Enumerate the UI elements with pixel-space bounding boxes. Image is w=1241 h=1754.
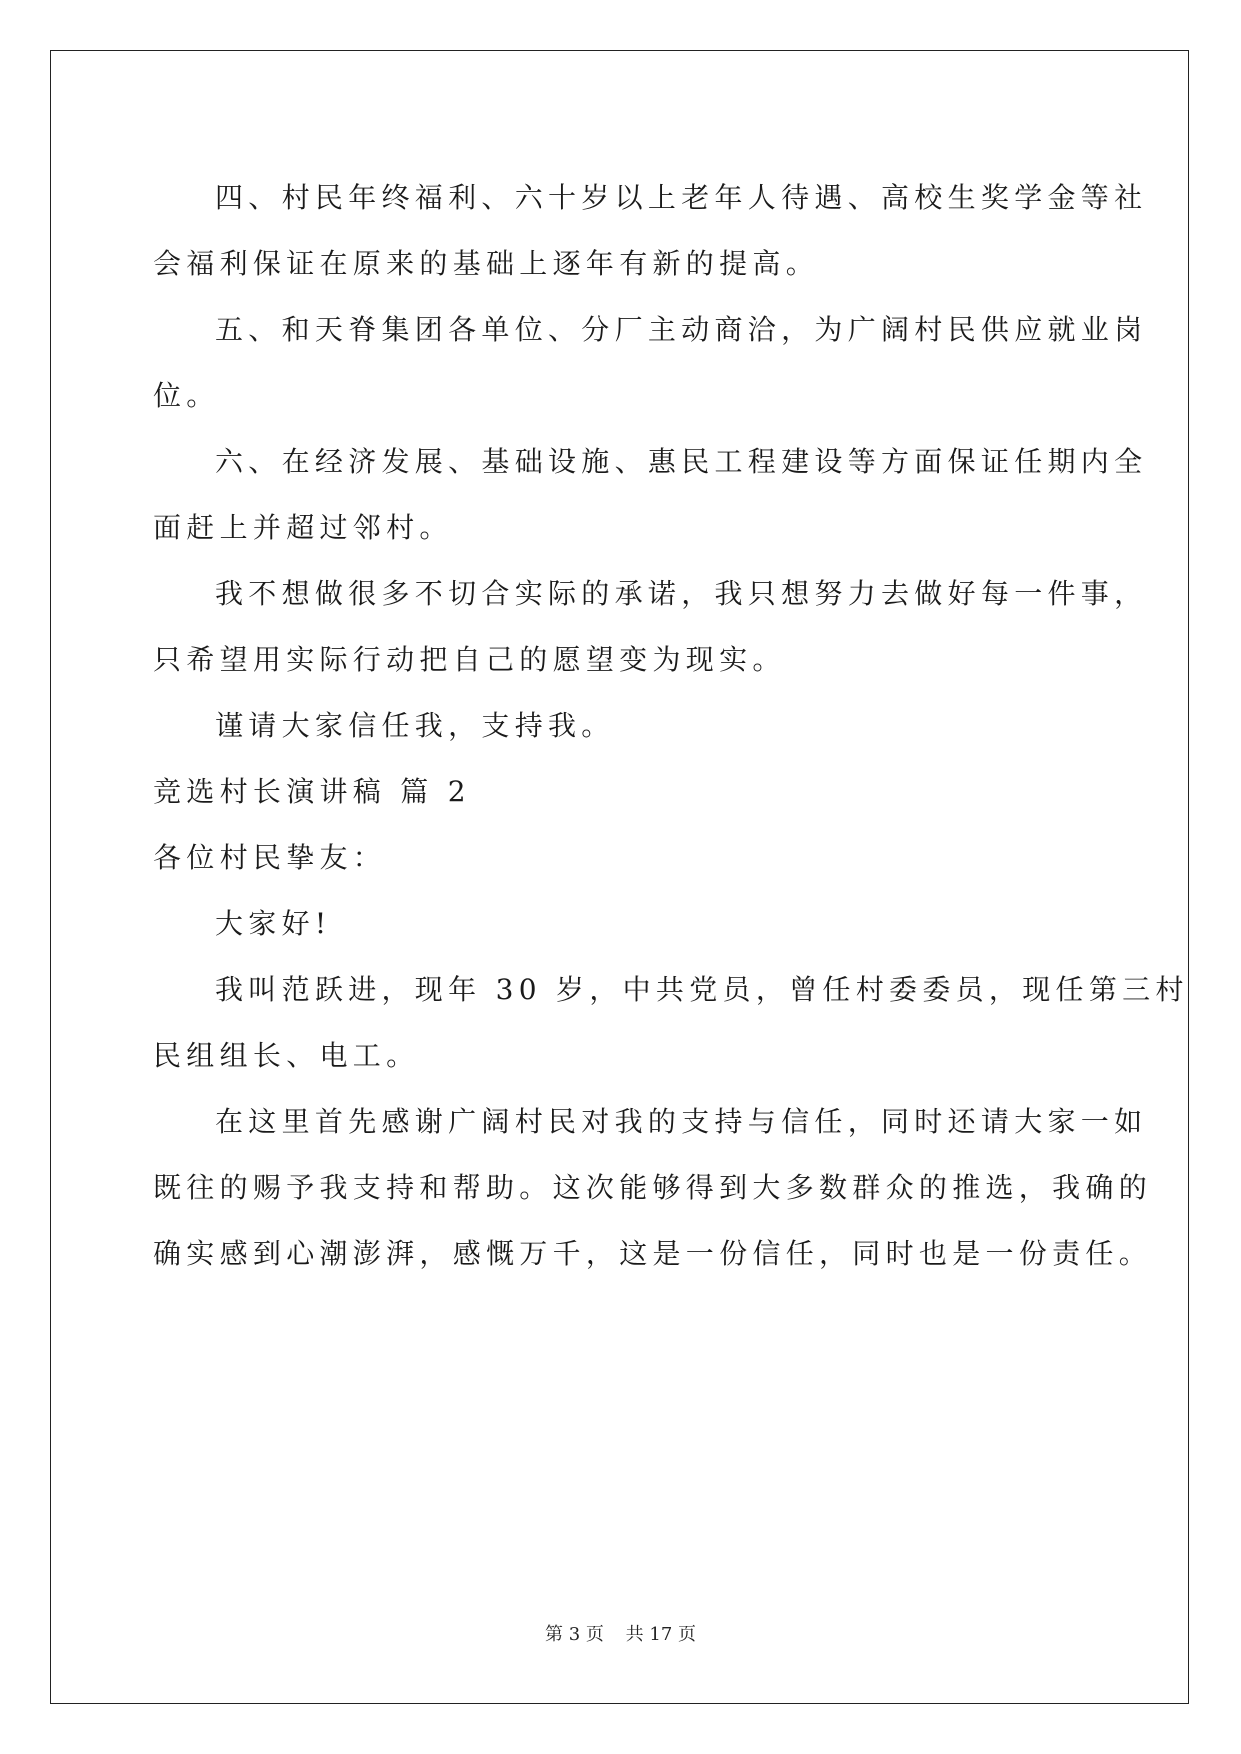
- salutation: 各位村民挚友：: [153, 841, 387, 874]
- greeting: 大家好!: [215, 907, 332, 940]
- paragraph-line: 六、在经济发展、基础设施、惠民工程建设等方面保证任期内全: [215, 445, 1148, 478]
- paragraph-line: 四、村民年终福利、六十岁以上老年人待遇、高校生奖学金等社: [215, 181, 1148, 214]
- page-footer: [0, 1620, 1241, 1646]
- page-number: 第 3 页: [545, 1624, 604, 1645]
- paragraph-line: 我不想做很多不切合实际的承诺，我只想努力去做好每一件事，: [215, 577, 1148, 610]
- paragraph-line: 谨请大家信任我，支持我。: [215, 709, 615, 742]
- page-total: 共 17 页: [625, 1624, 696, 1645]
- paragraph-line: 面赶上并超过邻村。: [153, 511, 453, 544]
- paragraph-line: 既往的赐予我支持和帮助。这次能够得到大多数群众的推选，我确的: [153, 1171, 1153, 1204]
- document-body: [153, 165, 1189, 1287]
- paragraph-line: 确实感到心潮澎湃，感慨万千，这是一份信任，同时也是一份责任。: [153, 1237, 1153, 1270]
- paragraph-line: 位。: [153, 379, 220, 412]
- paragraph-line: 只希望用实际行动把自己的愿望变为现实。: [153, 643, 786, 676]
- paragraph-line: 我叫范跃进，现年 30 岁，中共党员，曾任村委委员，现任第三村: [215, 973, 1189, 1006]
- paragraph-line: 五、和天脊集团各单位、分厂主动商洽，为广阔村民供应就业岗: [215, 313, 1148, 346]
- paragraph-line: 民组组长、电工。: [153, 1039, 420, 1072]
- paragraph-line: 在这里首先感谢广阔村民对我的支持与信任，同时还请大家一如: [215, 1105, 1148, 1138]
- section-heading: 竞选村长演讲稿 篇 2: [153, 775, 471, 808]
- paragraph-line: 会福利保证在原来的基础上逐年有新的提高。: [153, 247, 820, 280]
